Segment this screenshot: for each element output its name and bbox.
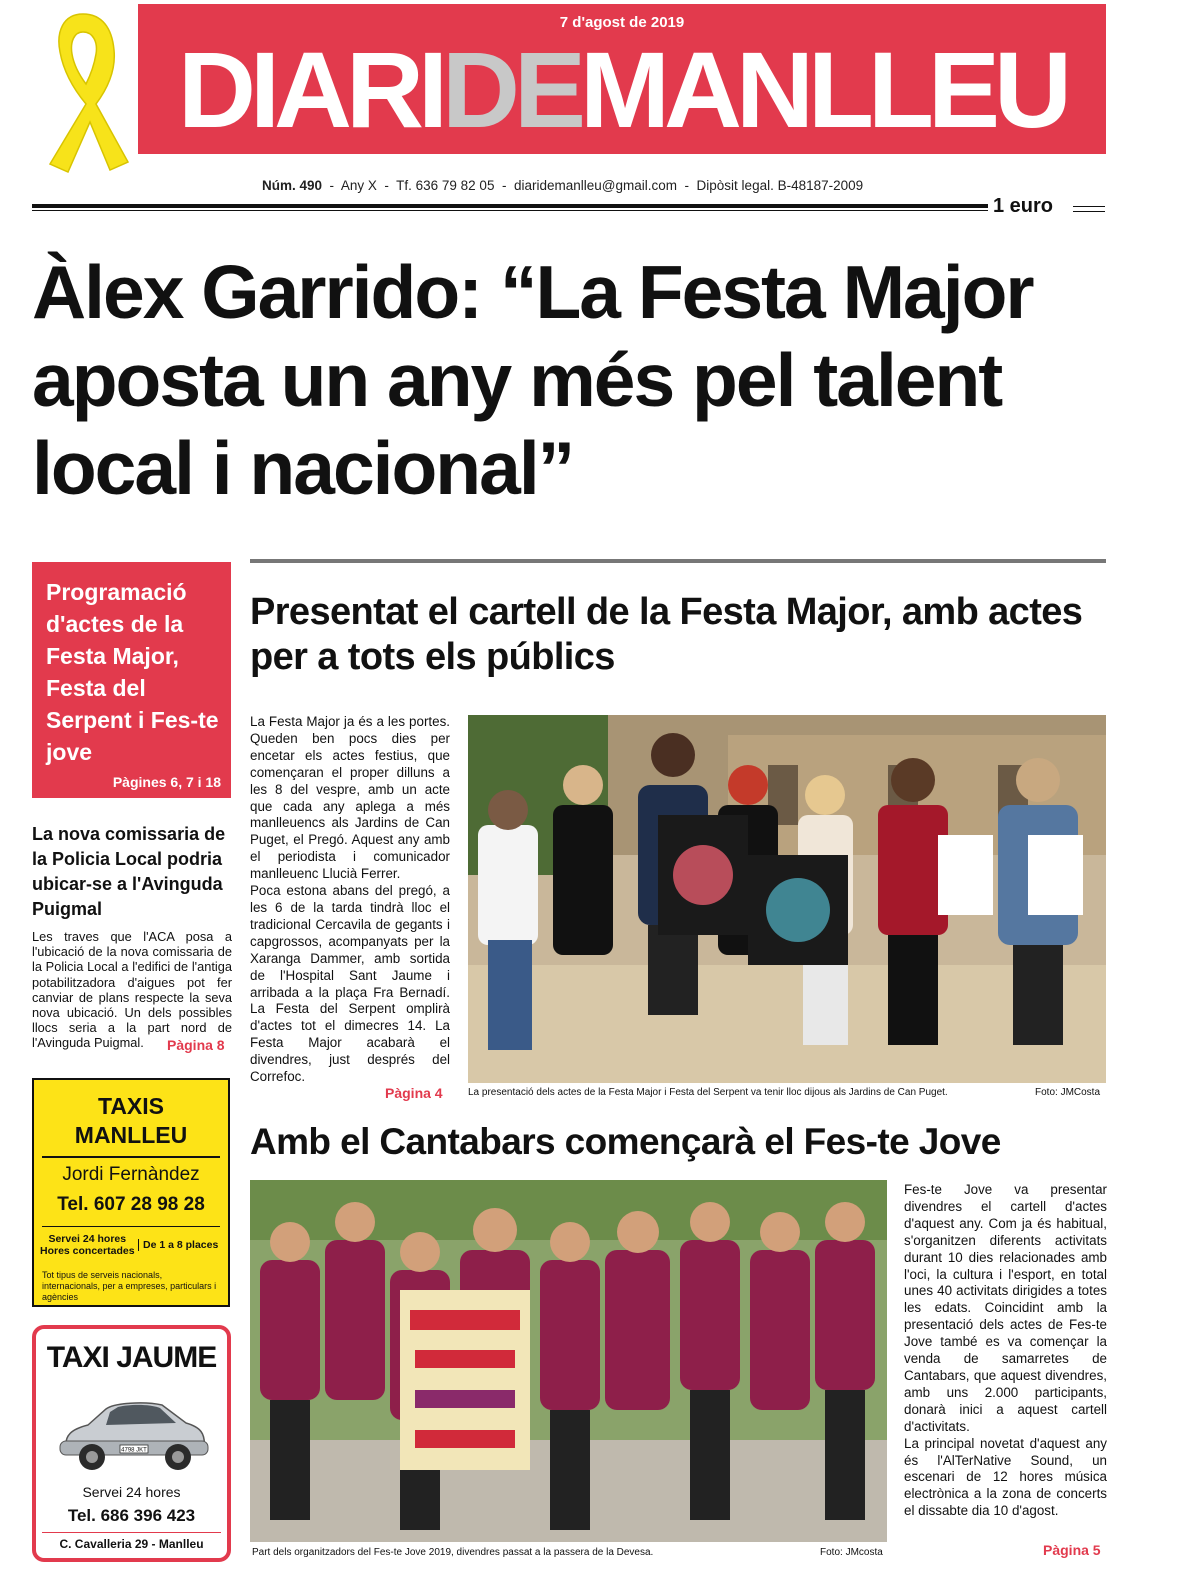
article2-paragraph: La principal novetat d'aquest any és l'AlTerNative Sound, un escenari de 12 hores música electrònica a la zona de concerts el dissabte dia 10 d'agost. — [904, 1435, 1107, 1519]
jaume-ad-service: Servei 24 hores — [82, 1484, 181, 1500]
taxis-manlleu-ad — [32, 1078, 230, 1307]
taxis-ad-title — [34, 1092, 228, 1150]
masthead — [138, 4, 1106, 154]
divider — [42, 1532, 221, 1533]
jaume-ad-title: TAXI JAUME — [46, 1341, 217, 1374]
separator: - — [501, 178, 507, 193]
separator: - — [384, 178, 389, 193]
yellow-ribbon-icon — [28, 4, 138, 176]
article1-photo — [468, 715, 1106, 1083]
taxi-jaume-ad — [32, 1325, 231, 1562]
jaume-ad-address: C. Cavalleria 29 - Manlleu — [59, 1537, 204, 1551]
article2-page-link[interactable]: Pàgina 5 — [1043, 1542, 1101, 1558]
article2-photo — [250, 1180, 887, 1542]
article1-body — [250, 714, 450, 1086]
article1-paragraph: La Festa Major ja és a les portes. Queden ben pocs dies per encetar els actes festius, que començaran el proper dilluns a les 8 del vespre, amb un acte que cada any aplega a més manlleuencs als Jardins de Can Puget, el Pregó. Aquest any amb el periodista i comunicador manlleuenc Llucià Ferrer. — [250, 714, 450, 882]
header-rule — [32, 204, 988, 208]
price: 1 euro — [993, 195, 1054, 217]
issue-info-line — [262, 178, 863, 193]
car-icon — [54, 1379, 214, 1479]
issue-date: 7 d'agost de 2019 — [559, 14, 685, 31]
article2-body — [904, 1182, 1107, 1520]
header-rule-thin — [32, 210, 988, 211]
program-box[interactable] — [32, 562, 231, 798]
taxis-ad-service-hours: Servei 24 hores — [48, 1233, 127, 1245]
article1-page-link[interactable]: Pàgina 4 — [385, 1085, 443, 1101]
article2-title: Amb el Cantabars començarà el Fes-te Jove — [250, 1121, 1001, 1162]
taxis-ad-services-note: Tot tipus de serveis nacionals, internacionals, per a empreses, particulars i agències — [42, 1270, 217, 1302]
police-brief-body: Les traves que l'ACA posa a l'ubicació de la nova comissaria de la Policia Local a l'edifici de l'antiga potabilitzadora d'aigues pot fer canviar de plans respecte la seva nova ubicació. Un dels possibles llocs seria a la part nord de l'Avinguda Puigmal. — [32, 929, 232, 1051]
issue-year: Any X — [340, 178, 377, 193]
taxis-ad-service — [40, 1233, 135, 1257]
issue-phone: Tf. 636 79 82 05 — [396, 178, 495, 193]
main-headline: Àlex Garrido: “La Festa Major aposta un any més pel talent local i nacional” — [32, 250, 1033, 510]
taxis-ad-title-line1: TAXIS — [97, 1093, 165, 1119]
separator: - — [329, 178, 335, 193]
article1-photo-credit: Foto: JMCosta — [1035, 1087, 1101, 1098]
taxis-ad-places: De 1 a 8 places — [138, 1239, 218, 1251]
article1-title: Presentat el cartell de la Festa Major, amb actes per a tots els públics — [250, 591, 1083, 678]
issue-email: diaridemanlleu@gmail.com — [513, 178, 678, 193]
price-rule — [1073, 206, 1105, 207]
title-part-diari: DIARI — [178, 29, 443, 150]
issue-number: Núm. 490 — [262, 178, 323, 193]
article1-paragraph: Poca estona abans del pregó, a les 6 de la tarda tindrà lloc el tradicional Cercavila de gegants i capgrossos, acompanyats per la Xaranga Dammer, amb sortida de l'Hospital Sant Jaume i arribada a la plaça Fra Bernadí. La Festa del Serpent omplirà d'actes tot el dimecres 14. La Festa Major acabarà el divendres, just després del Correfoc. — [250, 883, 450, 1085]
price-rule — [1073, 211, 1105, 212]
separator: - — [684, 178, 690, 193]
police-brief-title: La nova comissaria de la Policia Local podria ubicar-se a l'Avinguda Puigmal — [32, 824, 226, 919]
taxis-ad-phone: Tel. 607 28 98 28 — [57, 1194, 205, 1215]
newspaper-title — [138, 29, 1106, 150]
police-brief-page-link[interactable]: Pàgina 8 — [167, 1037, 225, 1053]
program-box-pages: Pàgines 6, 7 i 18 — [112, 774, 221, 790]
taxis-ad-title-line2: MANLLEU — [74, 1122, 188, 1148]
title-part-manlleu: MANLLEU — [580, 29, 1066, 150]
divider — [42, 1156, 220, 1158]
divider — [42, 1226, 220, 1227]
article2-photo-caption: Part dels organitzadors del Fes-te Jove 2019, divendres passat a la passera de la Devesa. — [252, 1547, 654, 1558]
article-top-rule — [250, 559, 1106, 563]
program-box-title: Programació d'actes de la Festa Major, Festa del Serpent i Fes-te jove — [46, 579, 219, 765]
legal-deposit: Dipòsit legal. B-48187-2009 — [696, 178, 864, 193]
article2-photo-credit: Foto: JMcosta — [820, 1547, 883, 1558]
taxis-ad-name: Jordi Fernàndez — [62, 1164, 200, 1185]
title-part-de: DE — [442, 29, 581, 150]
taxis-ad-concerted: Hores concertades — [40, 1245, 135, 1257]
article1-photo-caption: La presentació dels actes de la Festa Major i Festa del Serpent va tenir lloc dijous als Jardins de Can Puget. — [468, 1087, 948, 1098]
jaume-ad-phone: Tel. 686 396 423 — [67, 1506, 196, 1525]
car-plate: 4798 JKT — [121, 1447, 147, 1454]
article2-paragraph: Fes-te Jove va presentar divendres el cartell d'actes d'aquest any. Com ja és habitual, s'organitzen diferents activitats durant 10 dies relacionades amb l'oci, la cultura i l'esport, en total unes 40 activitats dirigides a totes les edats. Coincidint amb la presentació dels actes de Fes-te Jove també es va començar la venda de samarretes de Cantabars, que aquest divendres, amb uns 2.000 participants, donarà inici a aquest cartell d'activitats. — [904, 1182, 1107, 1434]
